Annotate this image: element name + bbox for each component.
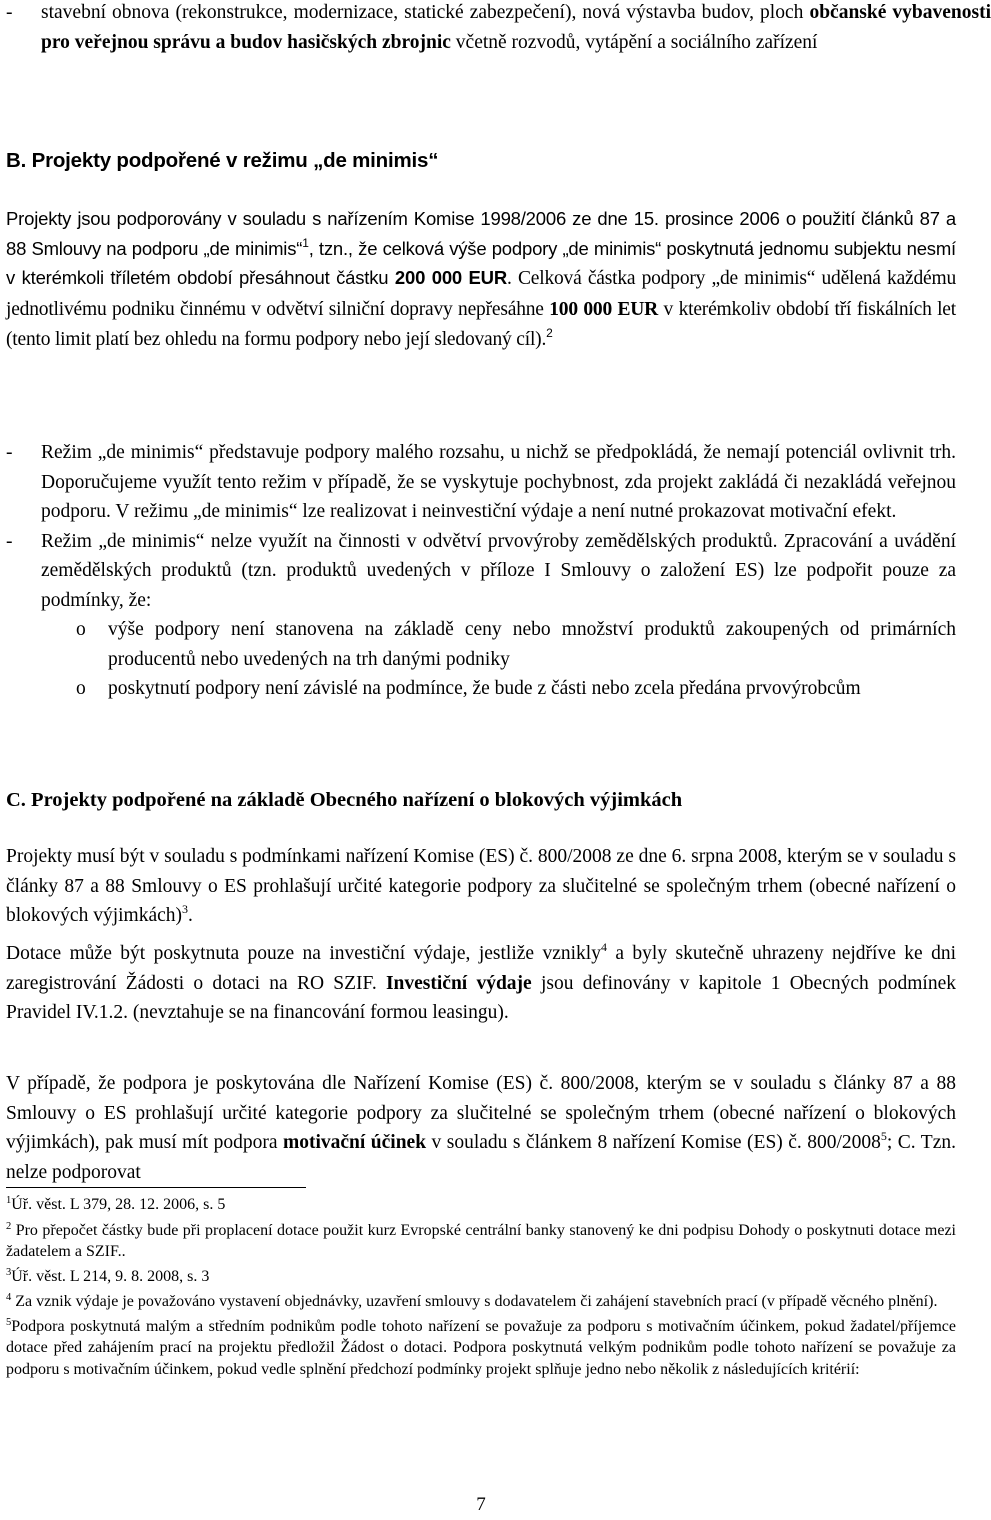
footnote-text: Podpora poskytnutá malým a středním podnikům podle tohoto nařízení se považuje za podporu s motivačním účinkem, pokud žadatel/příjemce dotace před zahájením prací na projektu předložil Žádost o dotaci. Podpora poskytnutá velkým podnikům podle tohoto nařízení se považuje za podporu s motivačním účinkem, pokud vedle splnění předchozí podmínky projekt splňuje jedno nebo několik z následujících kritérií: [6, 1317, 956, 1378]
list-item-civic-buildings [6, 0, 991, 57]
section-c-paragraph-1 [6, 842, 956, 931]
footnote-ref-2[interactable]: 2 [546, 326, 553, 340]
footnote-number: 2 [6, 1220, 12, 1232]
text: jsou definovány v kapitole 1 Obecných podmínek Pravidel IV.1.2. (nevztahuje se na financování formou leasingu). [6, 972, 956, 1023]
footnotes [6, 1194, 956, 1380]
footnote-3 [6, 1266, 956, 1288]
sub-list-item [6, 615, 956, 674]
bold-text: Investiční výdaje [385, 972, 532, 994]
circle-bullet: o [76, 678, 86, 699]
footnote-5 [6, 1316, 956, 1381]
section-c-paragraph-2 [6, 939, 956, 1028]
list-item-de-minimis-scope [6, 438, 956, 527]
footnote-number: 1 [6, 1195, 12, 1206]
footnote-ref-5[interactable]: 5 [880, 1129, 887, 1143]
dash-bullet: - [6, 442, 13, 463]
footnote-number: 4 [6, 1292, 12, 1303]
footnote-text: Za vznik výdaje je považováno vystavení objednávky, uzavření smlouvy s dodavatelem či zahájení stavebních prací (v případě věcného plnění). [11, 1293, 938, 1310]
page-number: 7 [476, 1494, 486, 1515]
bold-amount: 200 000 EUR [394, 267, 508, 288]
text: V případě, že podpora je poskytována dle Nařízení Komise (ES) č. 800/2008, kterým se v souladu s články 87 a 88 Smlouvy o ES prohlašují určité kategorie podpory za slučitelné se společným trhem (obecné nařízení o blokových výjimkách), pak musí mít podpora [6, 1073, 956, 1153]
text: Režim „de minimis“ nelze využít na činnosti v odvětví prvovýroby zemědělských produktů. Zpracování a uvádění zemědělských produktů (tzn. produktů uvedených v příloze I Smlouvy o založení ES) lze podpořit pouze za podmínky, že: [41, 530, 956, 611]
text: ; C. Tzn. nelze podporovat [6, 1132, 956, 1183]
section-b-paragraph [6, 204, 956, 355]
footnote-number: 3 [6, 1266, 12, 1278]
footnote-text: Pro přepočet částky bude při proplacení dotace použit kurz Evropské centrální banky stanovený ke dni podpisu Dohody o poskytnuti dotace mezi žadatelem a SZIF.. [6, 1221, 956, 1260]
section-c-paragraph-3 [6, 1069, 956, 1187]
text: . Celková částka podpory „de minimis“ udělená každému jednotlivému podniku činnému v odvětví silniční dopravy nepřesáhne [6, 268, 957, 320]
circle-bullet: o [76, 619, 86, 640]
section-b-heading: B. Projekty podpořené v režimu „de minimis“ [6, 149, 439, 172]
section-c-heading: C. Projekty podpořené na základě Obecného nařízení o blokových výjimkách [6, 789, 683, 811]
bold-text: občanské vybavenosti pro veřejnou správu a budov hasičských zbrojnic [41, 2, 991, 53]
footnote-separator [6, 1187, 306, 1188]
text: výše podpory není stanovena na základě ceny nebo množství produktů zakoupených od primárních producentů nebo uvedených na trh danými podniky [108, 619, 956, 670]
footnote-ref-3[interactable]: 3 [182, 902, 189, 916]
footnote-text: Úř. věst. L 214, 9. 8. 2008, s. 3 [11, 1267, 210, 1285]
dash-bullet: - [6, 2, 13, 23]
text: Projekty musí být v souladu s podmínkami nařízení Komise (ES) č. 800/2008 ze dne 6. srpna 2008, kterým se v souladu s články 87 a 88 Smlouvy o ES prohlašují určité kategorie podpory za slučitelné se společným trhem (obecné nařízení o blokových výjimkách) [6, 846, 956, 926]
footnote-number: 5 [6, 1316, 12, 1328]
text: a byly skutečně uhrazeny nejdříve ke dni zaregistrování Žádosti o dotaci na RO SZIF. [6, 943, 957, 994]
text: . [188, 905, 193, 926]
dash-bullet: - [6, 530, 13, 552]
footnote-ref-1[interactable]: 1 [302, 235, 309, 250]
text: , tzn., že celková výše podpory „de minimis“ poskytnutá jednomu subjektu nesmí v kterémkoli tříletém období přesáhnout částku [6, 237, 956, 288]
bold-text: motivační účinek [283, 1132, 427, 1153]
text: v kterémkoliv období tří fiskálních let (tento limit platí bez ohledu na formu podpory nebo její sledovaný cíl). [6, 298, 956, 350]
section-b-bullets [6, 438, 956, 704]
text: Projekty jsou podporovány v souladu s nařízením Komise 1998/2006 ze dne 15. prosince 2006 o použití článků 87 a 88 Smlouvy na podporu „de minimis“ [6, 208, 956, 259]
text: stavební obnova (rekonstrukce, modernizace, statické zabezpečení), nová výstavba budov, ploch [41, 2, 810, 23]
text: včetně rozvodů, vytápění a sociálního zařízení [450, 31, 818, 53]
text: poskytnutí podpory není závislé na podmínce, že bude z části nebo zcela předána prvovýrobcům [108, 678, 861, 699]
footnote-2 [6, 1220, 956, 1263]
footnote-1 [6, 1194, 956, 1216]
footnote-text: Úř. věst. L 379, 28. 12. 2006, s. 5 [11, 1196, 226, 1213]
list-item-de-minimis-exclusion [6, 527, 956, 616]
bold-amount: 100 000 EUR [549, 298, 659, 320]
text: Režim „de minimis“ představuje podpory malého rozsahu, u nichž se předpokládá, že nemají potenciál ovlivnit trh. Doporučujeme využít tento režim v případě, že se vyskytuje pochybnost, zda projekt zakládá či nezakládá veřejnou podporu. V režimu „de minimis“ lze realizovat i neinvestiční výdaje a není nutné prokazovat motivační efekt. [41, 442, 956, 522]
footnote-ref-4[interactable]: 4 [600, 940, 607, 954]
text: Dotace může být poskytnuta pouze na investiční výdaje, jestliže vznikly [6, 943, 601, 964]
text: v souladu s článkem 8 nařízení Komise (ES) č. 800/2008 [426, 1132, 881, 1153]
footnote-4 [6, 1291, 956, 1313]
sub-list-item [6, 674, 956, 704]
